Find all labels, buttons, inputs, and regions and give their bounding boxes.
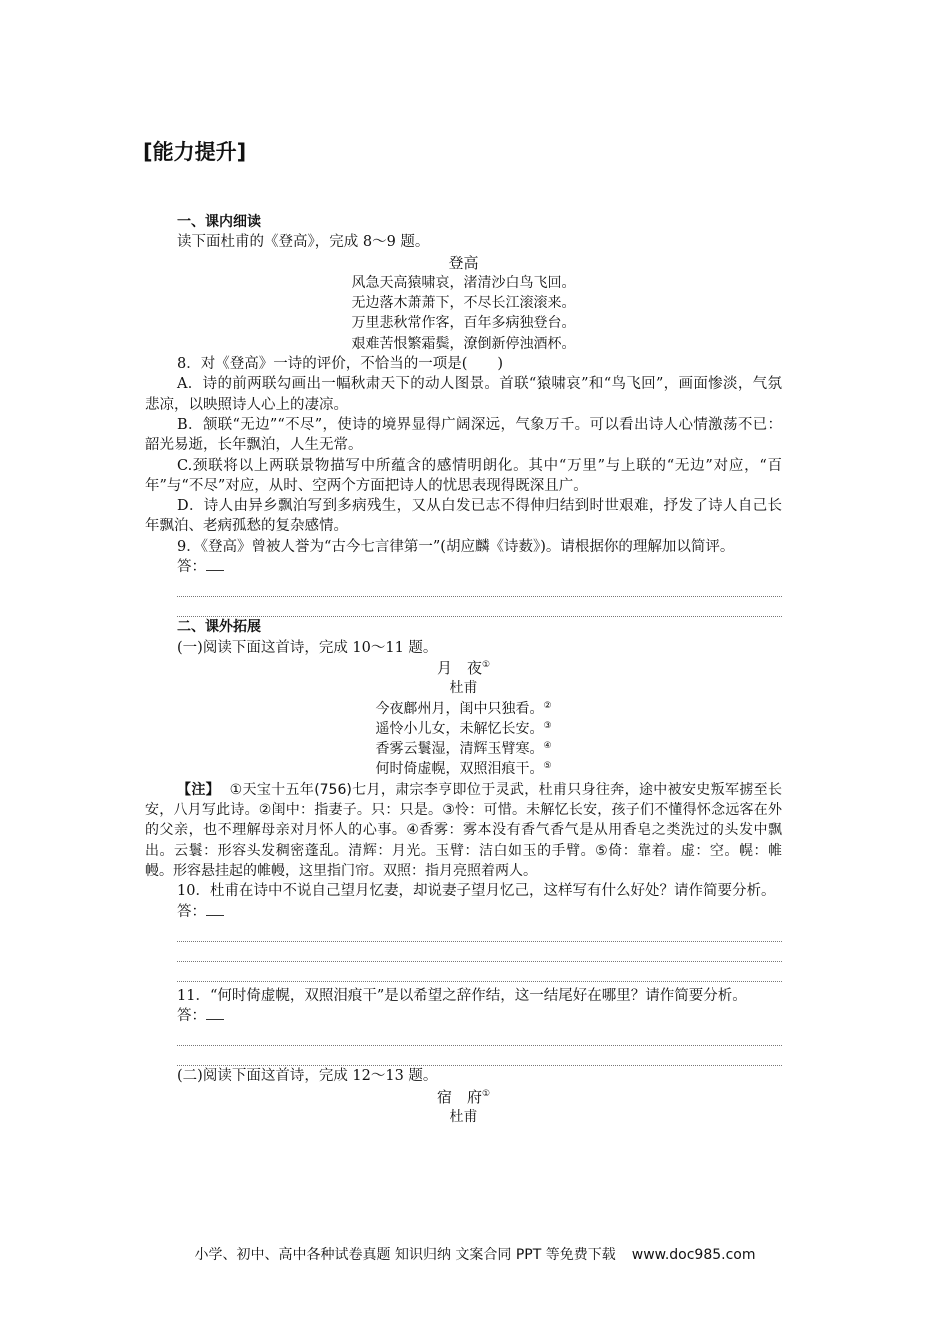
question-8-option-c: C.颈联将以上两联景物描写中所蕴含的感情明朗化。其中“万里”与上联的“无边”对应，“百年”与“不尽”对应，从时、空两个方面把诗人的忧思表现得既深且广。 bbox=[145, 457, 782, 494]
poem-2-line bbox=[145, 719, 782, 739]
answer-blank[interactable] bbox=[206, 903, 224, 916]
answer-line[interactable] bbox=[177, 922, 782, 942]
poem-1-title: 登高 bbox=[448, 253, 479, 272]
question-8-close: ) bbox=[497, 356, 504, 373]
answer-blank[interactable] bbox=[206, 1007, 224, 1020]
section-1-intro: 读下面杜甫的《登高》，完成 8～9 题。 bbox=[177, 234, 430, 251]
page-heading: [能力提升] bbox=[143, 140, 247, 164]
section-2-title: 二、课外拓展 bbox=[177, 619, 261, 636]
footnote-mark: ① bbox=[481, 1088, 491, 1099]
poem-2-title-text: 月 夜 bbox=[436, 658, 482, 677]
section-2-part-1-intro: (一)阅读下面这首诗，完成 10～11 题。 bbox=[177, 639, 438, 656]
poem-2-line-text: 今夜鄜州月，闺中只独看。 bbox=[375, 700, 544, 717]
section-2-part-2-intro: (二)阅读下面这首诗，完成 12～13 题。 bbox=[177, 1068, 438, 1085]
answer-line[interactable] bbox=[177, 597, 782, 617]
poem-2-line-text: 香雾云鬟湿，清辉玉臂寒。 bbox=[375, 741, 544, 758]
section-1-title: 一、课内细读 bbox=[177, 214, 261, 230]
poem-2-line-text: 遥怜小儿女，未解忆长安。 bbox=[375, 720, 544, 737]
question-8-option-a: A．诗的前两联勾画出一幅秋肃天下的动人图景。首联“猿啸哀”和“鸟飞回”，画面惨淡，气氛悲凉，以映照诗人心上的凄凉。 bbox=[145, 376, 782, 413]
poem-1-line: 无边落木萧萧下，不尽长江滚滚来。 bbox=[351, 295, 576, 312]
question-9-answer bbox=[145, 557, 782, 577]
poem-3-author: 杜甫 bbox=[449, 1108, 478, 1125]
poem-2-title bbox=[145, 658, 782, 678]
poem-3-title-text: 宿 府 bbox=[436, 1087, 482, 1106]
document-content bbox=[145, 212, 782, 1127]
poem-2-line bbox=[145, 739, 782, 759]
question-8-option-d: D．诗人由异乡飘泊写到多病残生，又从白发已志不得伸归结到时世艰难，抒发了诗人自己长年飘泊、老病孤愁的复杂感情。 bbox=[145, 498, 782, 535]
question-11-answer bbox=[145, 1006, 782, 1026]
question-9-stem: 9．《登高》曾被人誉为“古今七言律第一”(胡应麟《诗薮》)。请根据你的理解加以简评。 bbox=[177, 538, 735, 555]
page-footer bbox=[0, 1244, 950, 1264]
poem-3-title bbox=[145, 1087, 782, 1107]
poem-2-notes bbox=[145, 780, 782, 881]
answer-line[interactable] bbox=[177, 1046, 782, 1066]
note-label: 【注】 bbox=[177, 781, 221, 798]
poem-1-line: 万里悲秋常作客，百年多病独登台。 bbox=[351, 315, 576, 332]
poem-1-line: 艰难苦恨繁霜鬓，潦倒新停浊酒杯。 bbox=[351, 335, 576, 352]
footnote-mark: ⑤ bbox=[543, 761, 552, 772]
footnote-mark: ② bbox=[543, 700, 552, 711]
poem-2-line bbox=[145, 759, 782, 779]
poem-2-author: 杜甫 bbox=[449, 680, 478, 697]
question-8-stem bbox=[145, 354, 782, 374]
answer-line[interactable] bbox=[177, 577, 782, 597]
note-text: ①天宝十五年(756)七月，肃宗李亨即位于灵武，杜甫只身往奔，途中被安史叛军掳至长安，八月写此诗。②闺中：指妻子。只：只是。③怜：可惜。未解忆长安，孩子们不懂得怀念远客在外的父亲，也不理解母亲对月怀人的心事。④香雾：雾本没有香气香气是从用香皂之类洗过的头发中飘出。云鬟：形容头发稠密蓬乱。清辉：月光。玉臂：洁白如玉的手臂。⑤倚：靠着。虚：空。幌：帷幔。形容悬挂起的帷幔，这里指门帘。双照：指月亮照着两人。 bbox=[145, 781, 783, 879]
answer-blank[interactable] bbox=[206, 558, 224, 571]
answer-label: 答： bbox=[177, 559, 206, 576]
footnote-mark: ① bbox=[481, 659, 491, 670]
footnote-mark: ③ bbox=[543, 720, 552, 731]
answer-line[interactable] bbox=[177, 942, 782, 962]
footnote-mark: ④ bbox=[543, 741, 552, 752]
answer-label: 答： bbox=[177, 903, 206, 920]
question-11-stem: 11．“何时倚虚幌，双照泪痕干”是以希望之辞作结，这一结尾好在哪里？请作简要分析。 bbox=[177, 987, 747, 1004]
question-8-option-b: B．颔联“无边”“不尽”，使诗的境界显得广阔深远，气象万千。可以看出诗人心情激荡不已：韶光易逝，长年飘泊，人生无常。 bbox=[145, 416, 782, 454]
question-10-answer bbox=[145, 902, 782, 922]
footer-url[interactable]: www.doc985.com bbox=[631, 1247, 756, 1263]
poem-2-line bbox=[145, 699, 782, 719]
answer-line[interactable] bbox=[177, 1026, 782, 1046]
question-10-stem: 10．杜甫在诗中不说自己望月忆妻，却说妻子望月忆己，这样写有什么好处？请作简要分析。 bbox=[177, 883, 776, 900]
footer-text: 小学、初中、高中各种试卷真题 知识归纳 文案合同 PPT 等免费下载 bbox=[194, 1247, 616, 1263]
poem-2-line-text: 何时倚虚幌，双照泪痕干。 bbox=[375, 761, 544, 778]
answer-label: 答： bbox=[177, 1008, 206, 1025]
answer-line[interactable] bbox=[177, 962, 782, 982]
poem-1-line: 风急天高猿啸哀，渚清沙白鸟飞回。 bbox=[351, 274, 576, 291]
question-8-text: 8．对《登高》一诗的评价，不恰当的一项是( bbox=[177, 356, 468, 373]
